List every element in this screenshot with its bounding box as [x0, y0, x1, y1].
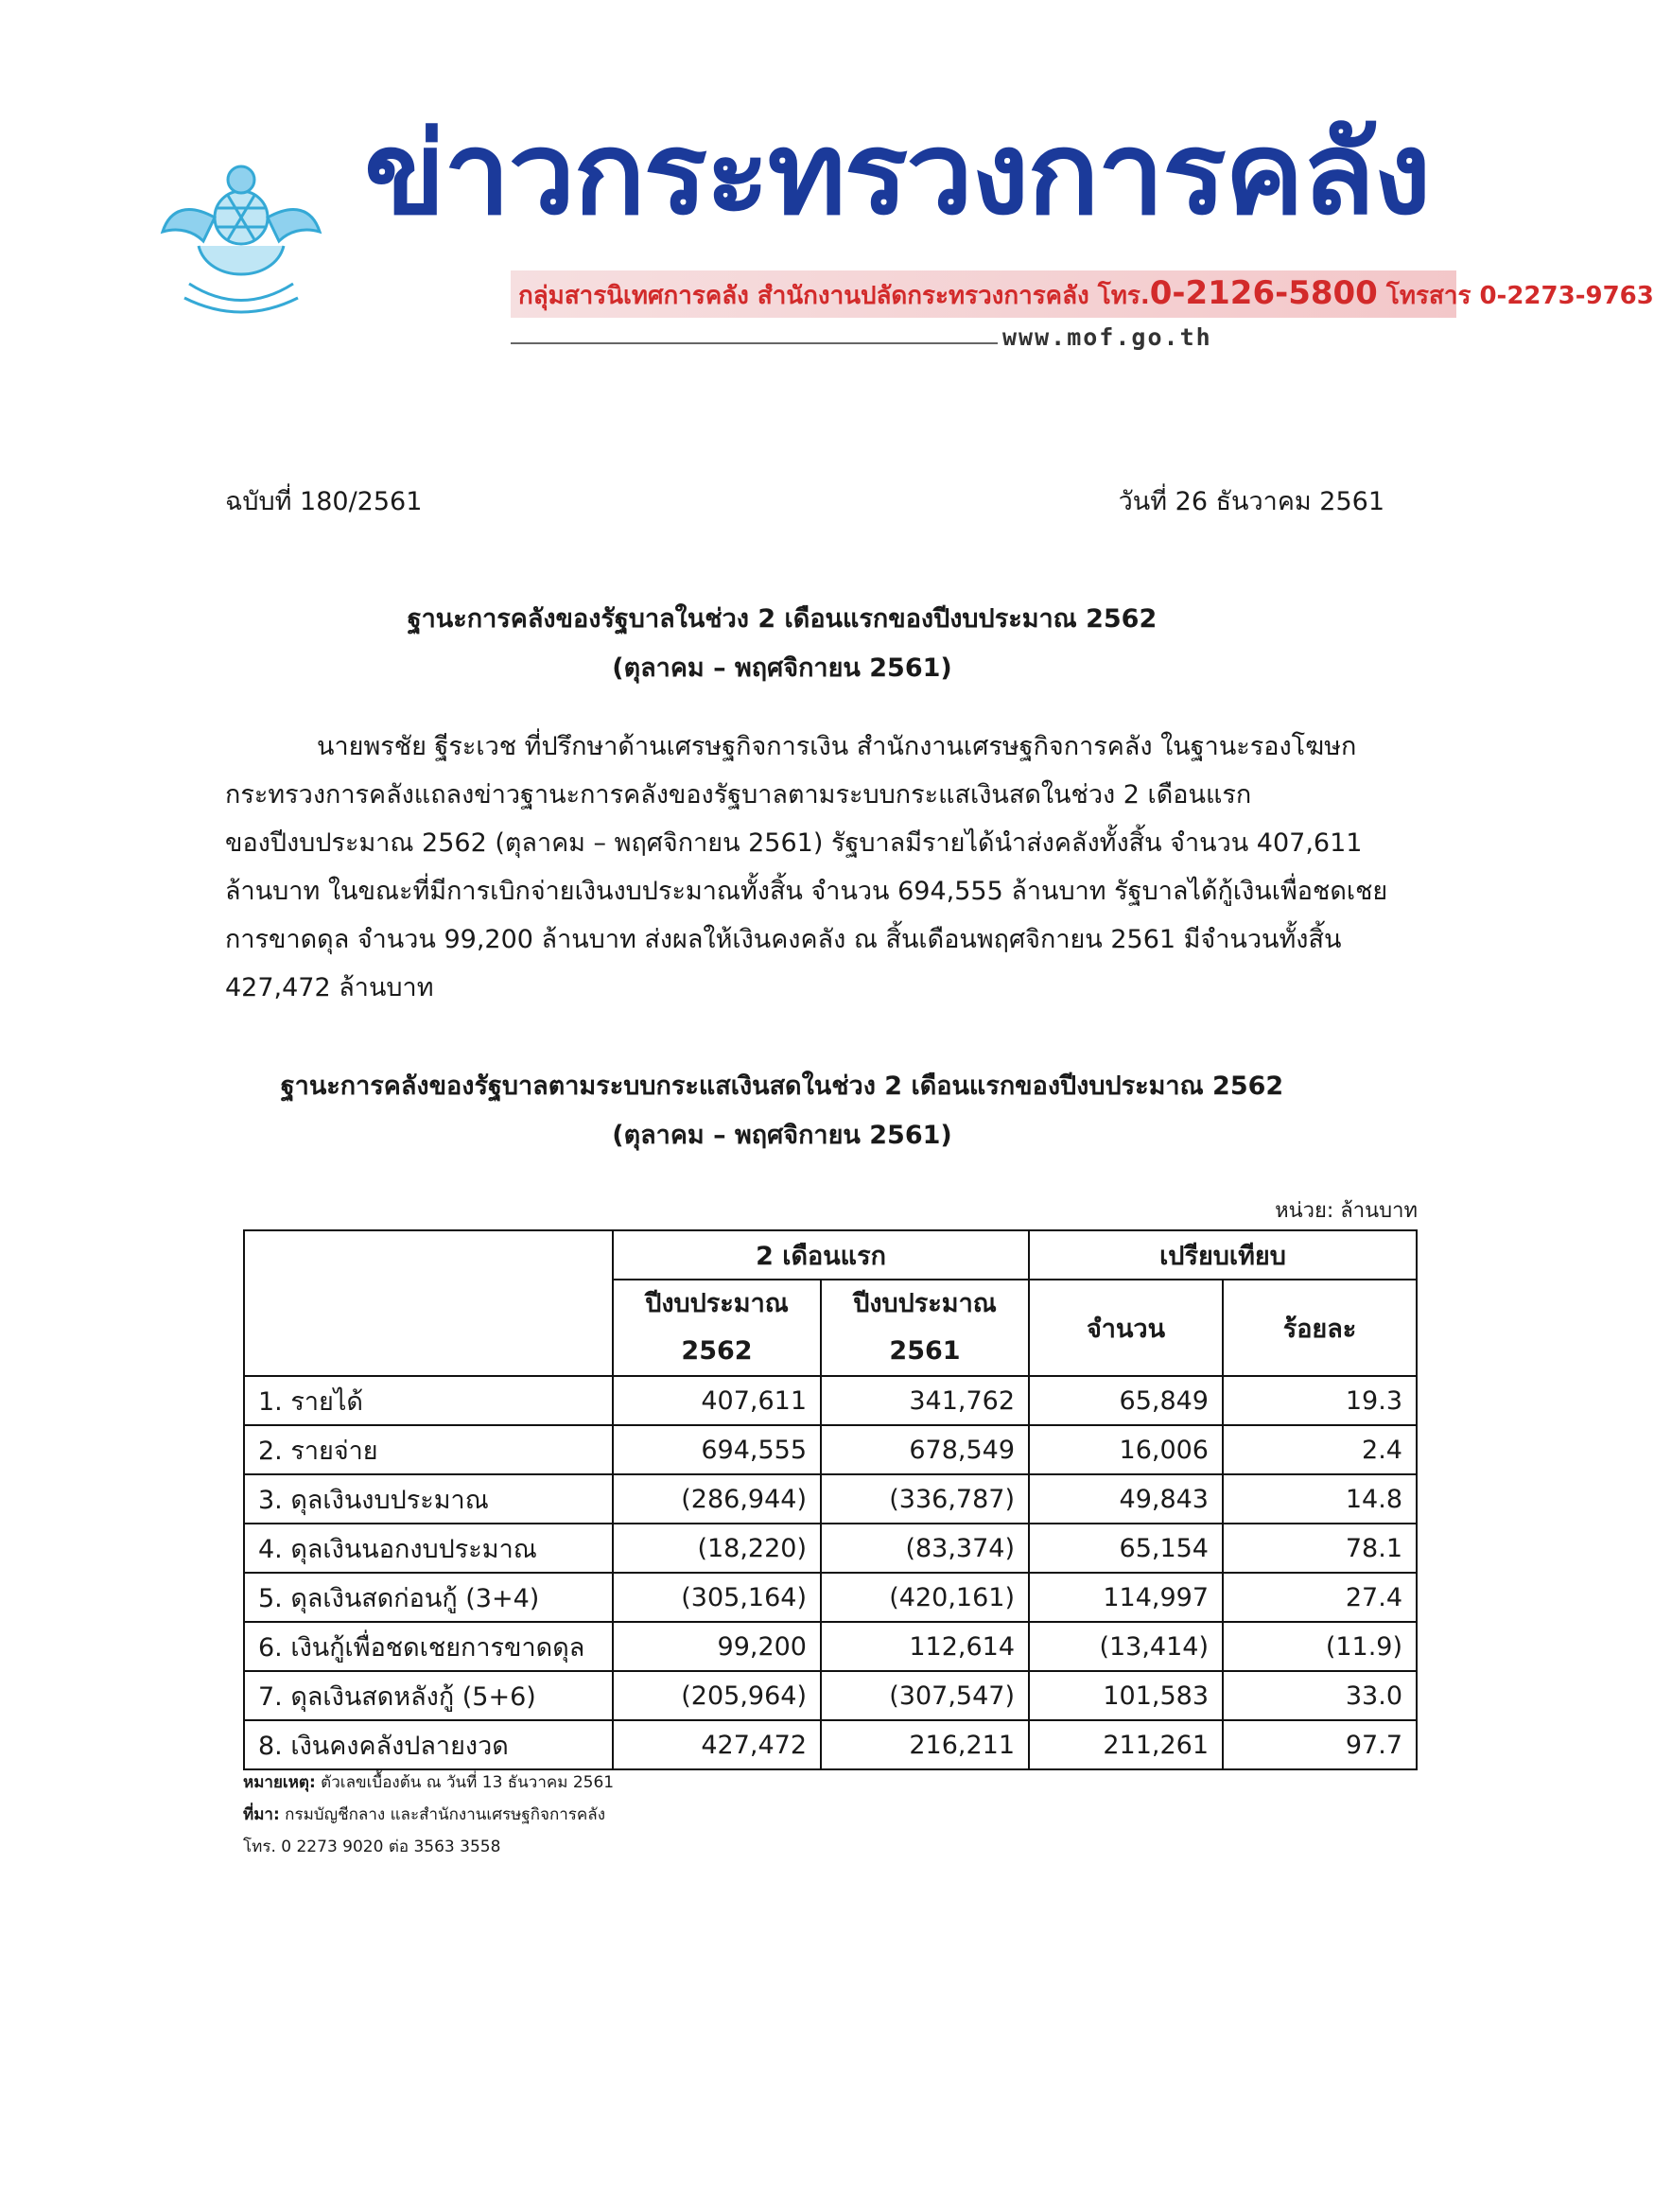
cell-amount: 49,843: [1029, 1474, 1223, 1524]
cell-fy2562: 407,611: [613, 1376, 821, 1425]
cell-fy2561: 216,211: [821, 1720, 1029, 1769]
cell-fy2561: (336,787): [821, 1474, 1029, 1524]
remark-text: ตัวเลขเบื้องต้น ณ วันที่ 13 ธันวาคม 2561: [315, 1773, 615, 1792]
paragraph-line: การขาดดุล จำนวน 99,200 ล้านบาท ส่งผลให้เงินคงคลัง ณ สิ้นเดือนพฤศจิกายน 2561 มีจำนวนทั้งสิ้น: [225, 925, 1342, 954]
cell-fy2561: (420,161): [821, 1573, 1029, 1622]
table-row: [244, 1474, 1417, 1524]
cell-percent: (11.9): [1223, 1622, 1417, 1671]
header-fy2562: [613, 1280, 821, 1376]
table-title: ฐานะการคลังของรัฐบาลตามระบบกระแสเงินสดในช่วง 2 เดือนแรกของปีงบประมาณ 2562: [280, 1071, 1284, 1101]
paragraph-line: ของปีงบประมาณ 2562 (ตุลาคม – พฤศจิกายน 2561) รัฐบาลมีรายได้นำส่งคลังทั้งสิ้น จำนวน 407,611: [225, 828, 1363, 858]
issue-date: วันที่ 26 ธันวาคม 2561: [1118, 487, 1384, 516]
issue-number: ฉบับที่ 180/2561: [225, 487, 423, 516]
cell-fy2562: 694,555: [613, 1425, 821, 1474]
footnotes: [243, 1767, 614, 1863]
source-note: [243, 1799, 614, 1831]
divider: [511, 342, 998, 344]
cell-fy2561: (83,374): [821, 1524, 1029, 1573]
cell-amount: 65,849: [1029, 1376, 1223, 1425]
header-amount: จำนวน: [1029, 1280, 1223, 1376]
source-text: กรมบัญชีกลาง และสำนักงานเศรษฐกิจการคลัง: [279, 1805, 606, 1824]
cell-amount: 101,583: [1029, 1671, 1223, 1720]
masthead-title: ข่าวกระทรวงการคลัง: [364, 109, 1430, 240]
header-percent: ร้อยละ: [1223, 1280, 1417, 1376]
table-body: [244, 1376, 1417, 1769]
cell-amount: 211,261: [1029, 1720, 1223, 1769]
unit-label: หน่วย: ล้านบาท: [1275, 1199, 1418, 1223]
table-row: [244, 1671, 1417, 1720]
cell-fy2562: (286,944): [613, 1474, 821, 1524]
remark-note: [243, 1767, 614, 1799]
row-label: 7. ดุลเงินสดหลังกู้ (5+6): [244, 1671, 613, 1720]
cell-fy2562: (205,964): [613, 1671, 821, 1720]
header-empty: [244, 1230, 613, 1376]
paragraph-line: นายพรชัย ฐีระเวช ที่ปรึกษาด้านเศรษฐกิจการเงิน สำนักงานเศรษฐกิจการคลัง ในฐานะรองโฆษก: [317, 732, 1357, 761]
row-label: 2. รายจ่าย: [244, 1425, 613, 1474]
cell-fy2561: (307,547): [821, 1671, 1029, 1720]
header-fy2561-line1: ปีงบประมาณ: [853, 1289, 997, 1318]
body-paragraph: [225, 723, 1407, 1012]
cell-amount: 16,006: [1029, 1425, 1223, 1474]
table-row: [244, 1524, 1417, 1573]
paragraph-line: ล้านบาท ในขณะที่มีการเบิกจ่ายเงินงบประมาณทั้งสิ้น จำนวน 694,555 ล้านบาท รัฐบาลได้กู้เงินเพื่อชดเชย: [225, 877, 1388, 906]
strip-fax: โทรสาร 0-2273-9763: [1385, 282, 1654, 310]
contact-note: โทร. 0 2273 9020 ต่อ 3563 3558: [243, 1838, 501, 1856]
table-row: [244, 1720, 1417, 1769]
source-label: ที่มา:: [243, 1805, 280, 1824]
row-label: 6. เงินกู้เพื่อชดเชยการขาดดุล: [244, 1622, 613, 1671]
cell-percent: 78.1: [1223, 1524, 1417, 1573]
table-row: [244, 1622, 1417, 1671]
remark-label: หมายเหตุ:: [243, 1773, 316, 1792]
cell-amount: 65,154: [1029, 1524, 1223, 1573]
cell-fy2561: 341,762: [821, 1376, 1029, 1425]
header-fy2561-line2: 2561: [889, 1336, 961, 1366]
strip-phone: 0-2126-5800: [1149, 274, 1378, 312]
cell-percent: 33.0: [1223, 1671, 1417, 1720]
row-label: 3. ดุลเงินงบประมาณ: [244, 1474, 613, 1524]
header-fy2562-line2: 2562: [681, 1336, 753, 1366]
contact-strip: [511, 270, 1654, 318]
cell-percent: 97.7: [1223, 1720, 1417, 1769]
cell-percent: 2.4: [1223, 1425, 1417, 1474]
cell-fy2561: 678,549: [821, 1425, 1029, 1474]
cell-fy2562: 427,472: [613, 1720, 821, 1769]
row-label: 1. รายได้: [244, 1376, 613, 1425]
cell-fy2562: (305,164): [613, 1573, 821, 1622]
table-row: [244, 1425, 1417, 1474]
cell-amount: 114,997: [1029, 1573, 1223, 1622]
cell-percent: 14.8: [1223, 1474, 1417, 1524]
header-fy2561: [821, 1280, 1029, 1376]
strip-text: กลุ่มสารนิเทศการคลัง สำนักงานปลัดกระทรวงการคลัง โทร.: [518, 282, 1150, 310]
cell-fy2562: 99,200: [613, 1622, 821, 1671]
header-group-2months: 2 เดือนแรก: [613, 1230, 1029, 1280]
table-row: [244, 1376, 1417, 1425]
masthead-banner: [161, 104, 1654, 369]
fiscal-table: [243, 1229, 1418, 1770]
header-fy2562-line1: ปีงบประมาณ: [645, 1289, 789, 1318]
cell-fy2562: (18,220): [613, 1524, 821, 1573]
table-subtitle: (ตุลาคม – พฤศจิกายน 2561): [612, 1121, 952, 1150]
document-subtitle: (ตุลาคม – พฤศจิกายน 2561): [612, 653, 952, 683]
row-label: 4. ดุลเงินนอกงบประมาณ: [244, 1524, 613, 1573]
table-row: [244, 1573, 1417, 1622]
garuda-emblem-icon: [161, 151, 322, 317]
website-link[interactable]: www.mof.go.th: [1002, 323, 1212, 351]
cell-amount: (13,414): [1029, 1622, 1223, 1671]
header-group-compare: เปรียบเทียบ: [1029, 1230, 1417, 1280]
document-title: ฐานะการคลังของรัฐบาลในช่วง 2 เดือนแรกของปีงบประมาณ 2562: [407, 604, 1158, 634]
cell-percent: 19.3: [1223, 1376, 1417, 1425]
cell-fy2561: 112,614: [821, 1622, 1029, 1671]
paragraph-line: 427,472 ล้านบาท: [225, 973, 434, 1002]
row-label: 5. ดุลเงินสดก่อนกู้ (3+4): [244, 1573, 613, 1622]
row-label: 8. เงินคงคลังปลายงวด: [244, 1720, 613, 1769]
paragraph-line: กระทรวงการคลังแถลงข่าวฐานะการคลังของรัฐบาลตามระบบกระแสเงินสดในช่วง 2 เดือนแรก: [225, 780, 1252, 810]
cell-percent: 27.4: [1223, 1573, 1417, 1622]
